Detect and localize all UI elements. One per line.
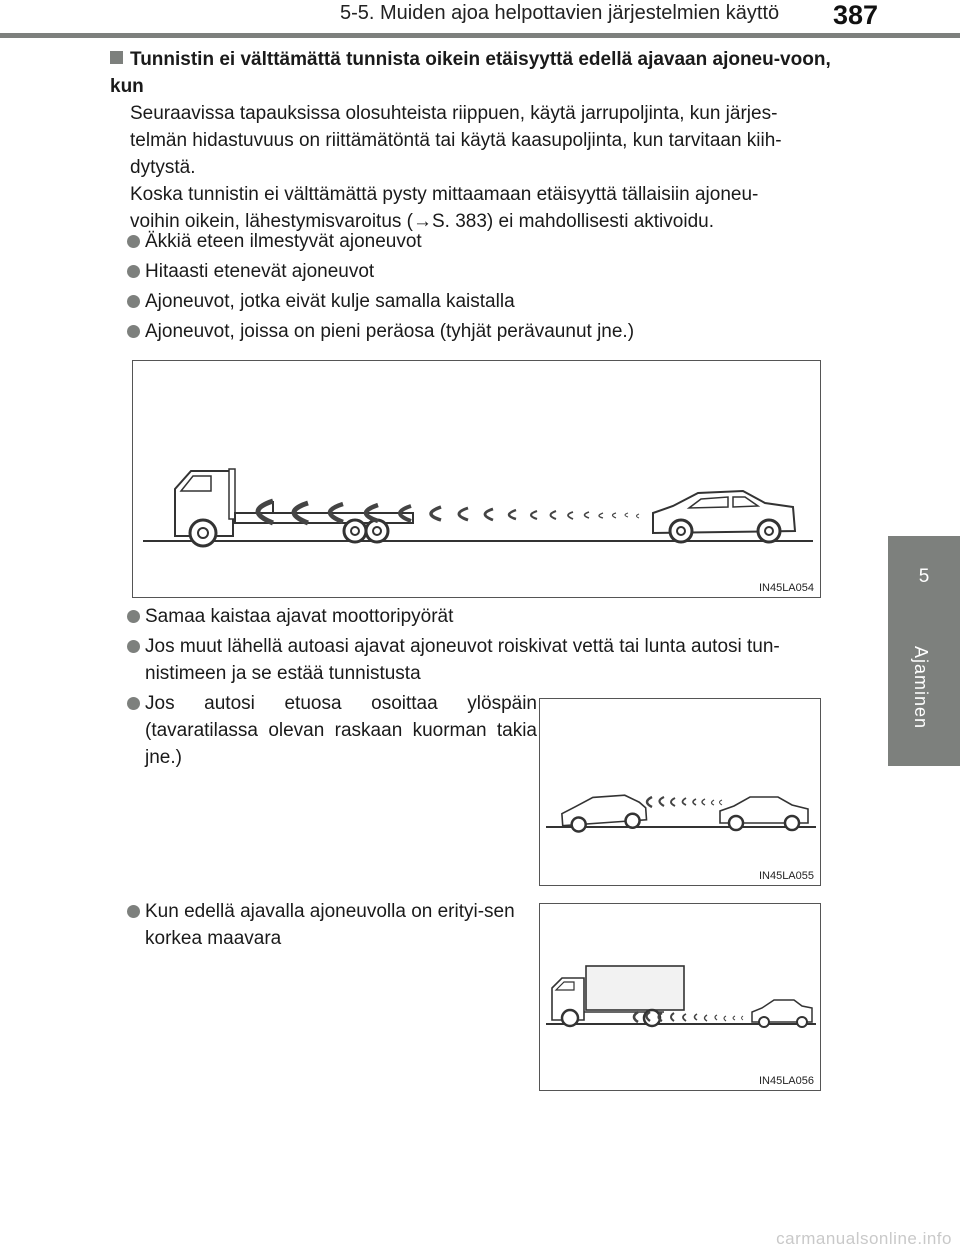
square-bullet-icon	[110, 51, 123, 64]
page-number: 387	[832, 0, 878, 30]
section-title: 5-5. Muiden ajoa helpottavien järjestelmien käyttö	[340, 2, 780, 24]
list-item: Ajoneuvot, joissa on pieni peräosa (tyhjät perävaunut jne.)	[127, 318, 634, 345]
circle-bullet-icon	[127, 235, 140, 248]
chapter-side-tab	[888, 536, 960, 766]
circle-bullet-icon	[127, 325, 140, 338]
figure-nose-up-illustration	[539, 698, 821, 886]
trailer-radar-illustration	[133, 361, 822, 599]
intro-paragraph	[130, 100, 830, 235]
circle-bullet-icon	[127, 295, 140, 308]
circle-bullet-icon	[127, 697, 140, 710]
figure-code: IN45LA056	[758, 1075, 814, 1087]
chapter-number: 5	[918, 566, 930, 587]
header-rule	[0, 33, 960, 38]
figure-high-clearance-illustration	[539, 903, 821, 1091]
watermark: carmanualsonline.info	[776, 1229, 952, 1248]
list-item: Jos muut lähellä autoasi ajavat ajoneuvot roiskivat vettä tai lunta autosi tun-nistimeen ja se estää tunnistusta	[127, 633, 845, 687]
list-item: Hitaasti etenevät ajoneuvot	[127, 258, 374, 285]
intro-line: telmän hidastuvuus on riittämätöntä tai käytä kaasupoljinta, kun tarvitaan kiih-	[130, 130, 782, 151]
figure-code: IN45LA054	[758, 582, 814, 594]
list-item: Kun edellä ajavalla ajoneuvolla on erityi-sen korkea maavara	[127, 898, 537, 952]
circle-bullet-icon	[127, 265, 140, 278]
chapter-label: Ajaminen	[911, 646, 931, 730]
circle-bullet-icon	[127, 905, 140, 918]
figure-code: IN45LA055	[758, 870, 814, 882]
intro-line: dytystä.	[130, 157, 196, 178]
circle-bullet-icon	[127, 610, 140, 623]
intro-line: Seuraavissa tapauksissa olosuhteista riippuen, käytä jarrupoljinta, kun järjes-	[130, 103, 778, 124]
circle-bullet-icon	[127, 640, 140, 653]
intro-line: voihin oikein, lähestymisvaroitus (→S. 383) ei mahdollisesti aktivoidu.	[130, 211, 714, 232]
high-clearance-radar-illustration	[540, 904, 822, 1092]
list-item: Jos autosi etuosa osoittaa ylöspäin (tavaratilassa olevan raskaan kuorman takia jne.)	[127, 690, 537, 771]
section-heading	[110, 46, 832, 100]
heading-text: Tunnistin ei välttämättä tunnista oikein etäisyyttä edellä ajavaan ajoneu-voon, kun	[110, 49, 831, 97]
figure-trailer-illustration	[132, 360, 821, 598]
list-item: Ajoneuvot, jotka eivät kulje samalla kaistalla	[127, 288, 515, 315]
list-item: Samaa kaistaa ajavat moottoripyörät	[127, 603, 453, 630]
list-item: Äkkiä eteen ilmestyvät ajoneuvot	[127, 228, 422, 255]
nose-up-radar-illustration	[540, 699, 822, 887]
intro-line: Koska tunnistin ei välttämättä pysty mittaamaan etäisyyttä tällaisiin ajoneu-	[130, 184, 759, 205]
